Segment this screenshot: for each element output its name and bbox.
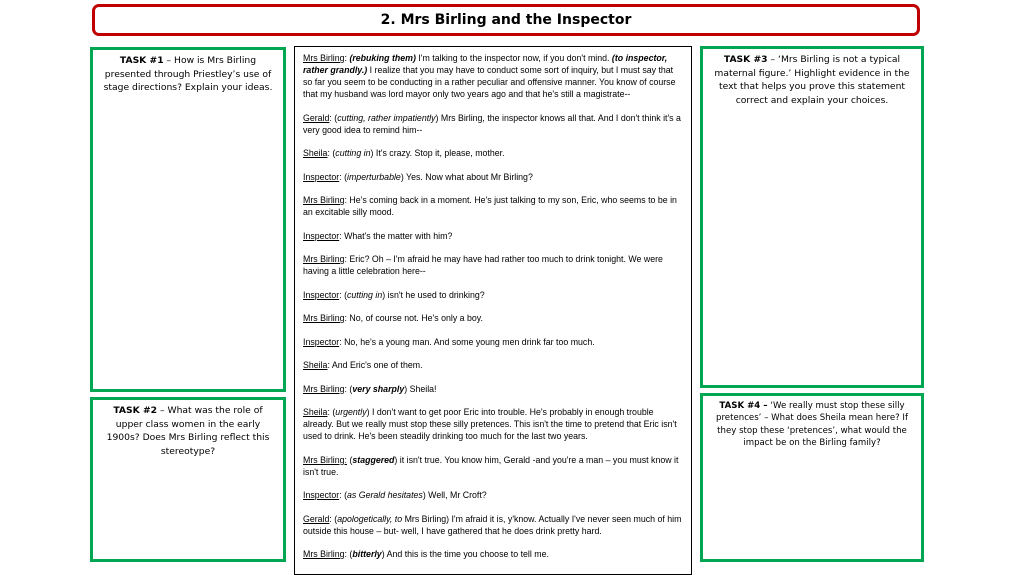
stage-direction: very sharply xyxy=(352,383,405,394)
task-1-text: – How is Mrs Birling presented through Priestley’s use of stage directions? Explain your ideas. xyxy=(103,55,273,93)
line-text: ) Well, Mr Croft? xyxy=(422,490,487,500)
task-2-box xyxy=(90,397,286,562)
line-text: : ( xyxy=(344,549,353,559)
stage-direction: imperturbable xyxy=(347,171,401,182)
line-text: ( xyxy=(347,454,353,465)
line-text: : And Eric's one of them. xyxy=(327,360,423,370)
line-text: I'm talking to the inspector now, if you don't mind. xyxy=(415,53,612,63)
task-1-box xyxy=(90,47,286,392)
stage-direction: cutting in xyxy=(347,289,383,300)
extract-line xyxy=(303,336,683,348)
extract-line xyxy=(303,406,683,442)
speaker-name: Mrs Birling xyxy=(303,383,345,394)
task-3-box xyxy=(700,46,924,388)
stage-direction: apologetically, to xyxy=(337,513,403,524)
line-text: ) I don't want to get poor Eric into trouble. He's probably in enough trouble already. But we really must stop these silly pretences. This isn't the time to pretend that Eric isn't used to drink. He's been steadily drinking too much for the last two years. xyxy=(303,407,677,441)
play-extract xyxy=(294,46,692,575)
speaker-name: Sheila xyxy=(303,407,328,417)
task-4-text: ‘We really must stop these silly pretences’ – What does Sheila mean here? If they stop these ‘pretences’, what would the impact be on the Birling family? xyxy=(716,401,908,449)
speaker-name: Sheila xyxy=(303,148,328,158)
speaker-name: Mrs Birling xyxy=(303,313,345,323)
extract-line xyxy=(303,171,683,183)
extract-line xyxy=(303,359,683,371)
task-4-box xyxy=(700,393,924,562)
line-text: ) Yes. Now what about Mr Birling? xyxy=(400,171,533,182)
line-text: : ( xyxy=(344,383,353,394)
line-text: : ( xyxy=(339,490,348,500)
extract-line xyxy=(303,52,683,100)
line-text: ) It's crazy. Stop it, please, mother. xyxy=(370,148,505,158)
task-4-label: TASK #4 – xyxy=(719,401,768,411)
line-text: : Eric? Oh – I'm afraid he may have had rather too much to drink tonight. We were having a little celebration here-- xyxy=(303,254,663,276)
task-3-text: – ‘Mrs Birling is not a typical maternal figure.’ Highlight evidence in the text that helps you prove this statement correct and explain your choices. xyxy=(714,54,910,106)
speaker-name: Mrs Birling: xyxy=(303,454,347,465)
line-text: ) Sheila! xyxy=(404,383,437,394)
extract-line xyxy=(303,289,683,301)
stage-direction: cutting in xyxy=(335,148,371,158)
line-text: : ( xyxy=(327,148,336,158)
stage-direction: as Gerald hesitates xyxy=(347,490,423,500)
line-text: : No, of course not. He's only a boy. xyxy=(344,313,483,323)
task-1-label: TASK #1 xyxy=(119,55,164,66)
speaker-name: Inspector xyxy=(303,171,340,182)
line-text: ) Mrs Birling, the inspector knows all that. And I don't think it's a very good idea to remind him-- xyxy=(303,112,681,135)
stage-direction: staggered xyxy=(352,454,395,465)
line-text: Mrs Birling) I'm afraid it is, y'know. Actually I've never seen much of him outside this house – but- well, I have gathered that he does drink pretty hard. xyxy=(303,513,682,536)
extract-line xyxy=(303,489,683,501)
task-2-text: – What was the role of upper class women in the early 1900s? Does Mrs Birling reflect this stereotype? xyxy=(106,405,270,457)
line-text: ) And this is the time you choose to tell me. xyxy=(381,549,549,559)
extract-line xyxy=(303,112,683,136)
line-text: : ( xyxy=(329,112,338,123)
extract-line xyxy=(303,548,683,560)
extract-line xyxy=(303,147,683,159)
task-2-label: TASK #2 xyxy=(113,405,158,416)
extract-line xyxy=(303,312,683,324)
extract-line xyxy=(303,253,683,277)
stage-direction: cutting, rather impatiently xyxy=(337,112,436,123)
line-text: : ( xyxy=(327,407,336,417)
speaker-name: Sheila xyxy=(303,360,328,370)
line-text: I realize that you may have to conduct some sort of inquiry, but I must say that so far you seem to be conducting in a rather peculiar and offensive manner. You know of course that my husband was lord mayor only two years ago and that he's still a magistrate-- xyxy=(303,65,676,99)
speaker-name: Mrs Birling xyxy=(303,254,345,264)
speaker-name: Inspector xyxy=(303,230,340,241)
stage-direction: (to inspector, rather grandly.) xyxy=(303,53,668,75)
line-text: : ( xyxy=(329,513,338,524)
line-text: : What's the matter with him? xyxy=(339,230,453,241)
speaker-name: Mrs Birling xyxy=(303,549,345,559)
page-title: 2. Mrs Birling and the Inspector xyxy=(92,4,920,36)
stage-direction: (rebuking them) xyxy=(349,53,416,63)
speaker-name: Gerald xyxy=(303,112,330,123)
extract-line xyxy=(303,230,683,242)
line-text: ) isn't he used to drinking? xyxy=(382,289,485,300)
line-text: : ( xyxy=(339,289,348,300)
extract-line xyxy=(303,383,683,395)
speaker-name: Inspector xyxy=(303,289,340,300)
task-3-label: TASK #3 xyxy=(723,54,768,65)
speaker-name: Gerald xyxy=(303,513,330,524)
line-text: : No, he's a young man. And some young men drink far too much. xyxy=(339,336,595,347)
speaker-name: Mrs Birling xyxy=(303,53,345,63)
line-text: : He's coming back in a moment. He's just talking to my son, Eric, who seems to be in an excitable silly mood. xyxy=(303,195,677,217)
extract-line xyxy=(303,513,683,537)
line-text: : xyxy=(344,53,350,63)
stage-direction: urgently xyxy=(335,407,367,417)
line-text: ) it isn't true. You know him, Gerald -and you're a man – you must know it isn't true. xyxy=(303,454,679,477)
stage-direction: bitterly xyxy=(352,549,382,559)
speaker-name: Inspector xyxy=(303,490,340,500)
line-text: : ( xyxy=(339,171,348,182)
speaker-name: Mrs Birling xyxy=(303,195,345,205)
extract-line xyxy=(303,194,683,218)
extract-line xyxy=(303,454,683,478)
speaker-name: Inspector xyxy=(303,336,340,347)
